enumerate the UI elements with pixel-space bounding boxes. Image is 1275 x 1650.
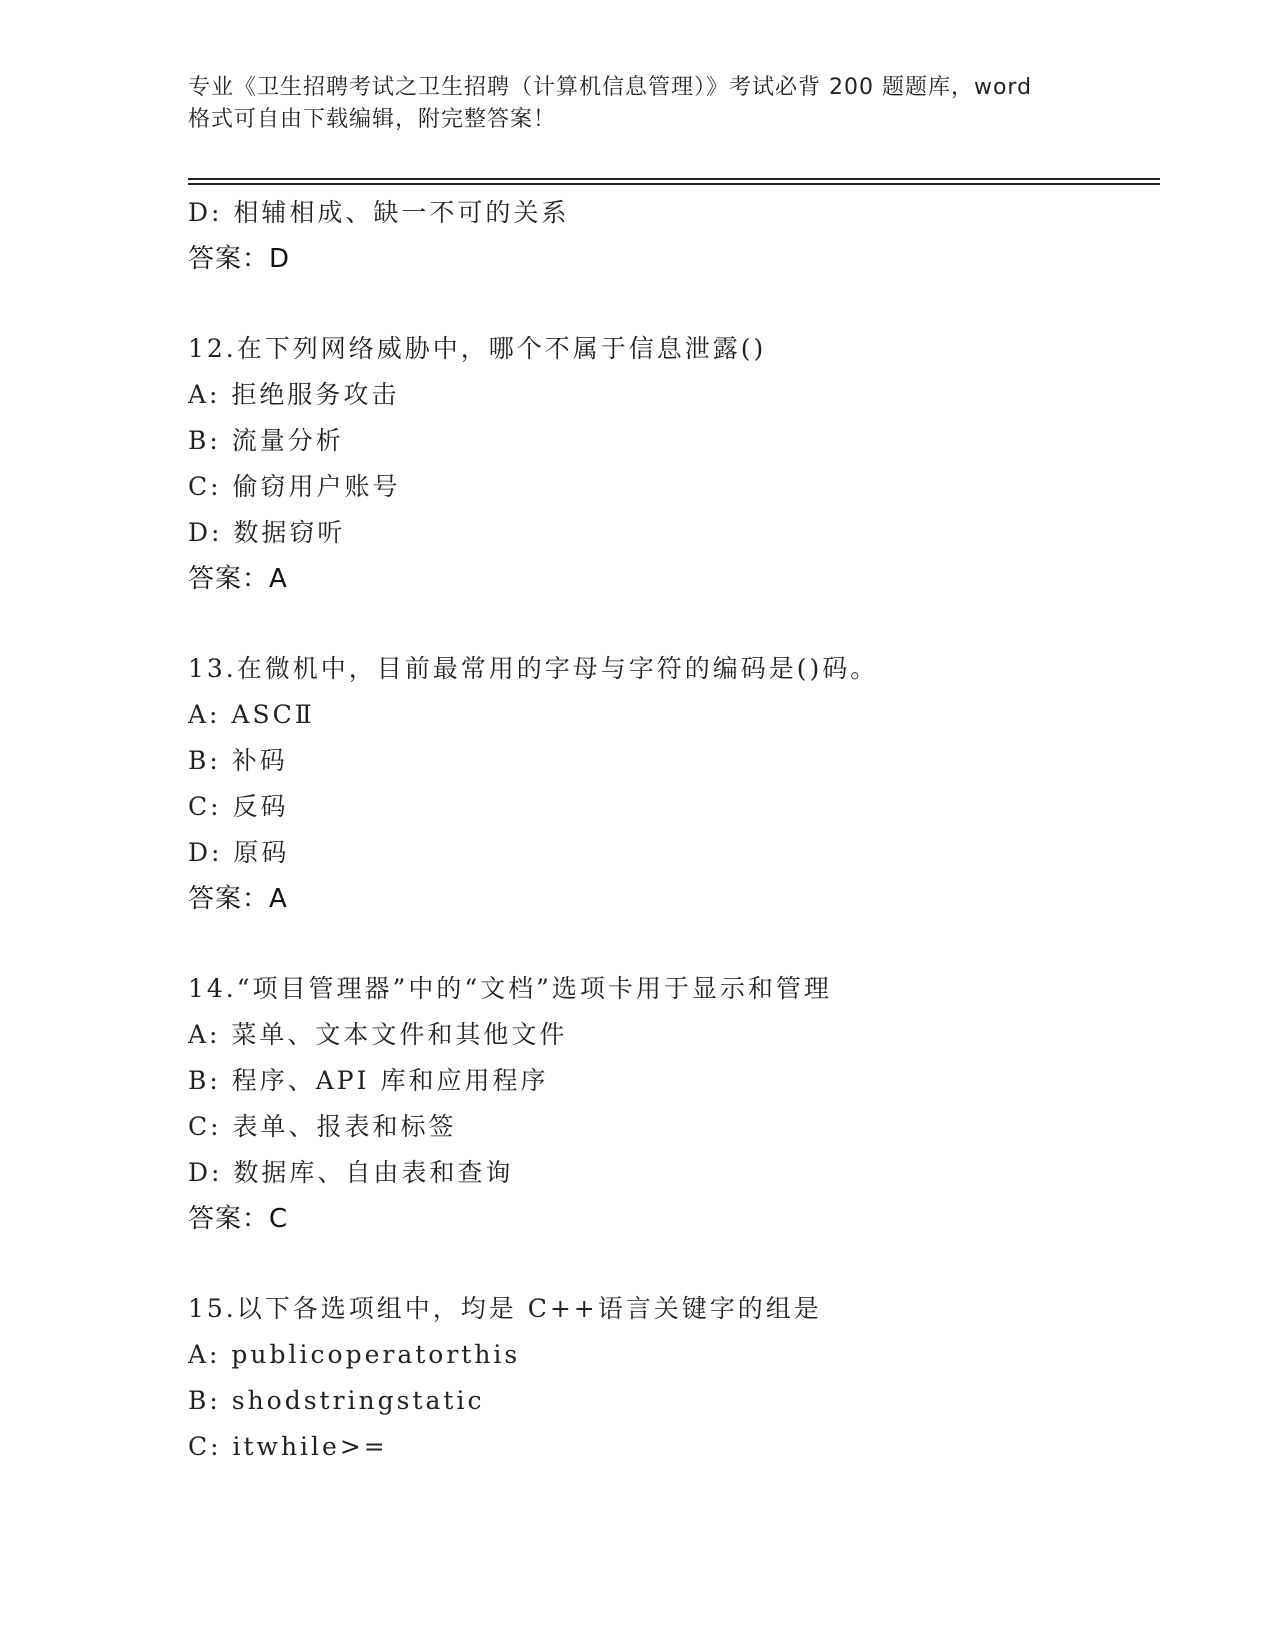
header-title-line-1: 专业《卫生招聘考试之卫生招聘（计算机信息管理）》考试必背 200 题题库，word [188, 75, 1033, 100]
option-a: A: 拒绝服务攻击 [188, 380, 400, 409]
option-b: B: 流量分析 [188, 426, 344, 455]
question-15 [188, 1286, 1188, 1470]
option-a: A: publicoperatorthis [188, 1340, 521, 1369]
spacer [188, 922, 1188, 966]
document-header [188, 72, 1088, 136]
option-c: C: itwhile>= [188, 1432, 388, 1461]
question-11-tail [188, 190, 1188, 282]
header-divider-bottom [188, 183, 1160, 185]
header-title-line-2: 格式可自由下载编辑，附完整答案！ [188, 107, 557, 132]
option-b: B: shodstringstatic [188, 1386, 485, 1415]
option-d: D: 数据库、自由表和查询 [188, 1158, 514, 1187]
option-d: D: 相辅相成、缺一不可的关系 [188, 198, 570, 227]
question-13 [188, 646, 1188, 922]
option-d: D: 原码 [188, 838, 290, 867]
answer-line: 答案：D [188, 244, 291, 274]
option-d: D: 数据窃听 [188, 518, 346, 547]
option-a: A: ASCⅡ [188, 700, 315, 729]
question-14 [188, 966, 1188, 1242]
option-b: B: 补码 [188, 746, 288, 775]
answer-line: 答案：A [188, 884, 288, 914]
answer-line: 答案：A [188, 564, 288, 594]
question-stem: 12.在下列网络威胁中，哪个不属于信息泄露() [188, 334, 767, 363]
spacer [188, 1242, 1188, 1286]
spacer [188, 602, 1188, 646]
option-c: C: 反码 [188, 792, 289, 821]
header-divider-top [188, 178, 1160, 180]
option-b: B: 程序、API 库和应用程序 [188, 1066, 549, 1095]
answer-line: 答案：C [188, 1204, 289, 1234]
question-12 [188, 326, 1188, 602]
question-stem: 13.在微机中，目前最常用的字母与字符的编码是()码。 [188, 654, 879, 683]
question-stem: 14.“项目管理器”中的“文档”选项卡用于显示和管理 [188, 974, 832, 1003]
question-content [188, 190, 1188, 1470]
option-c: C: 偷窃用户账号 [188, 472, 401, 501]
spacer [188, 282, 1188, 326]
option-c: C: 表单、报表和标签 [188, 1112, 457, 1141]
option-a: A: 菜单、文本文件和其他文件 [188, 1020, 568, 1049]
question-stem: 15.以下各选项组中，均是 C++语言关键字的组是 [188, 1294, 822, 1323]
